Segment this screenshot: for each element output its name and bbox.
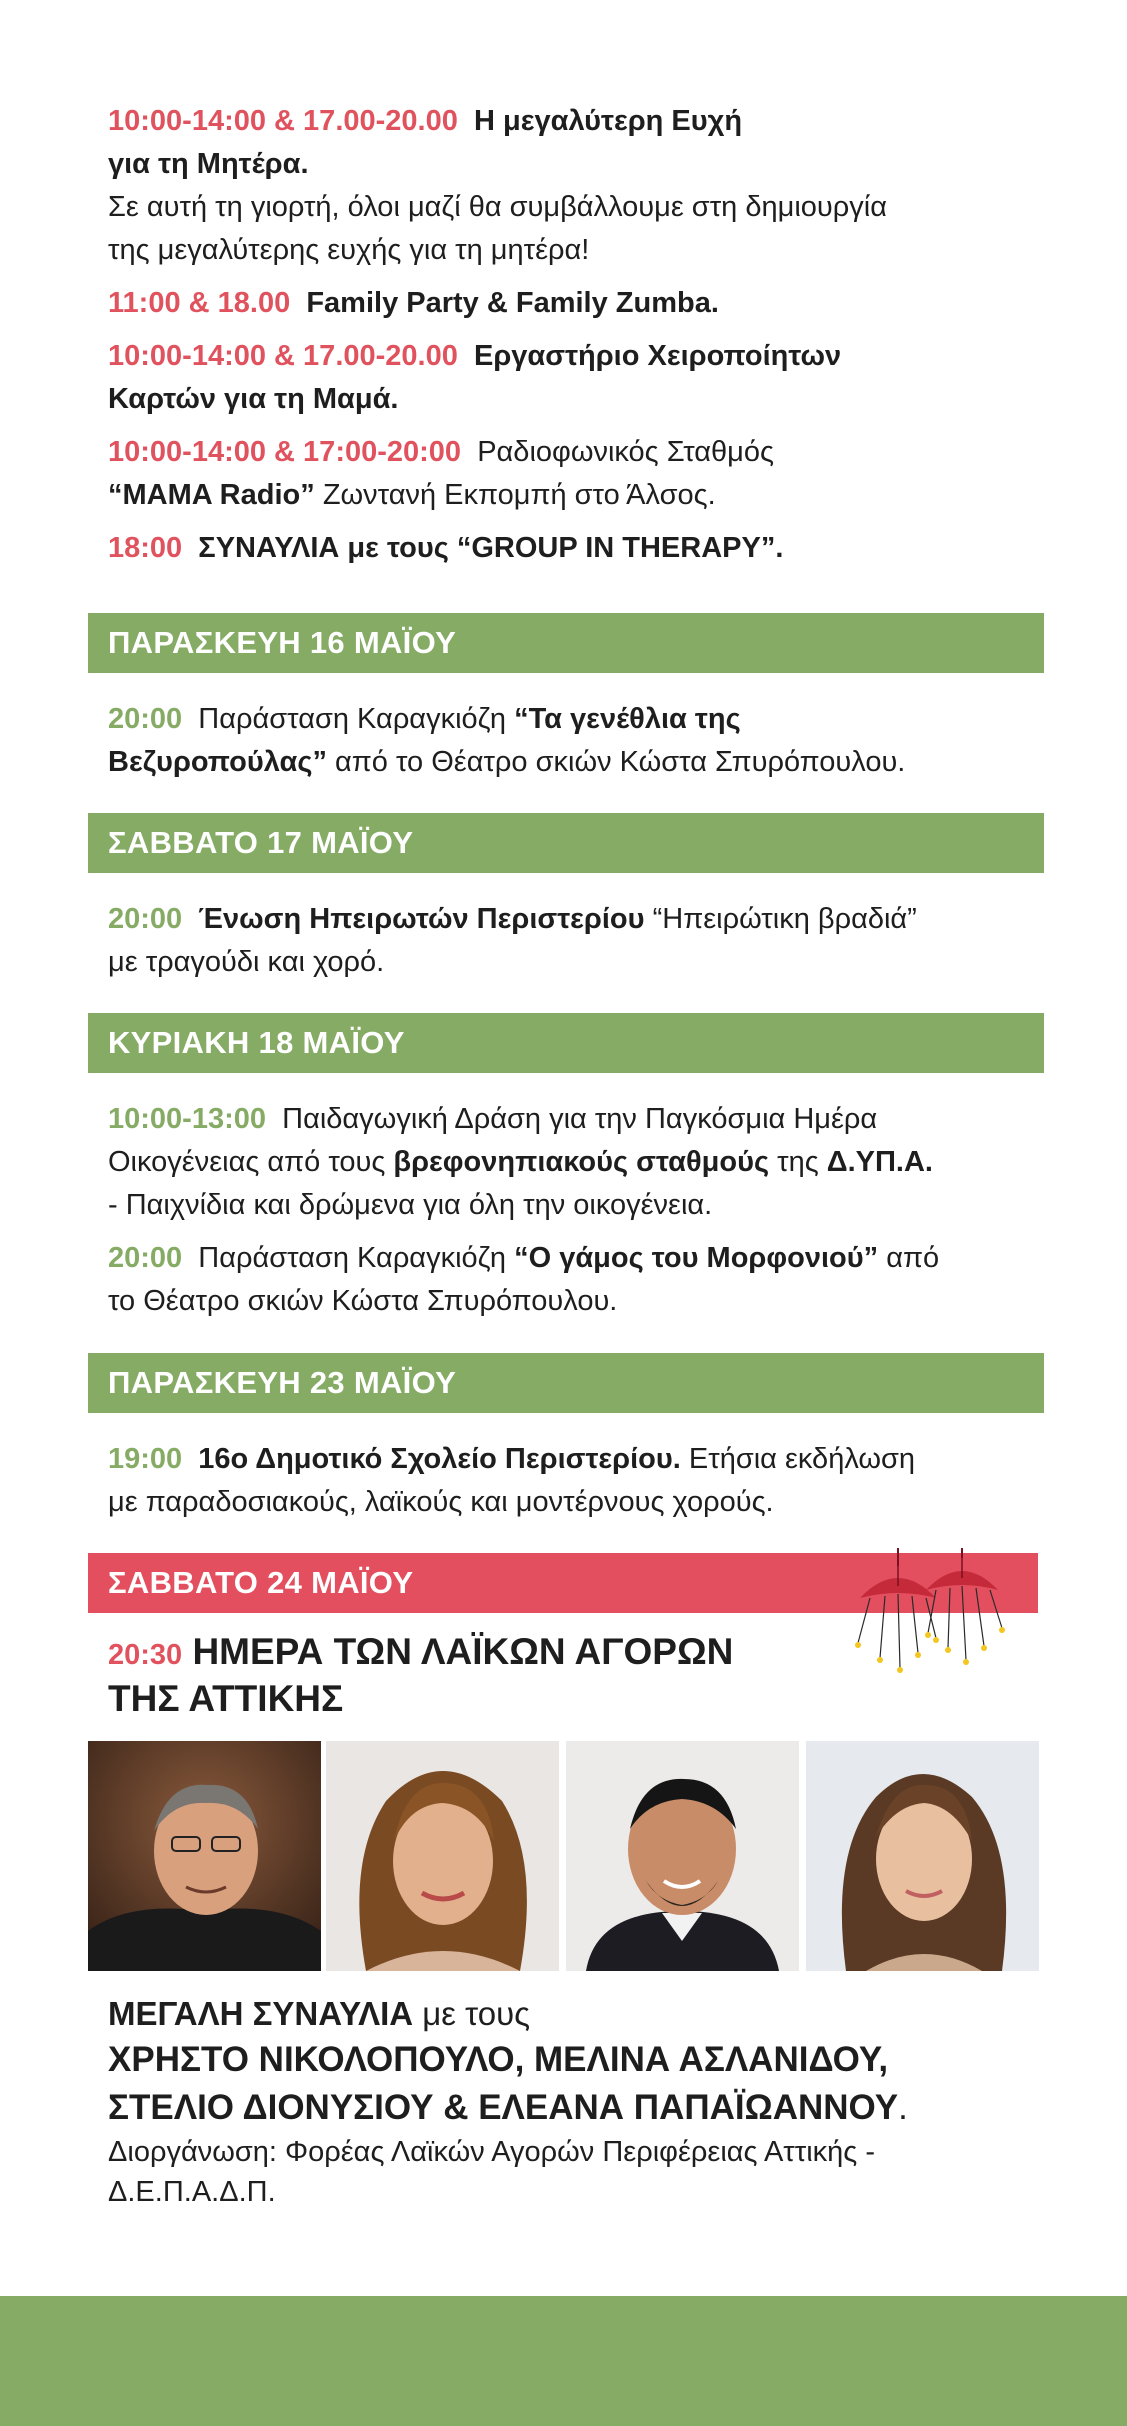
organizer bbox=[108, 2132, 1068, 2212]
day-header-fri23: ΠΑΡΑΣΚΕΥΗ 23 ΜΑΪΟΥ bbox=[88, 1353, 1044, 1413]
event-text: Παράσταση Καραγκιόζη bbox=[198, 1242, 507, 1274]
event-title: Ένωση Ηπειρωτών Περιστερίου bbox=[198, 903, 645, 935]
artist-photo bbox=[326, 1741, 559, 1971]
event-text: το Θέατρο σκιών Κώστα Σπυρόπουλου. bbox=[108, 1285, 618, 1317]
event-title-main bbox=[108, 1630, 808, 1721]
event-time: 10:00-13:00 bbox=[108, 1103, 266, 1135]
event-title: Η μεγαλύτερη Ευχή bbox=[473, 105, 743, 137]
sun18-events bbox=[108, 1098, 1038, 1323]
day-header-sat17: ΣΑΒΒΑΤΟ 17 ΜΑΪΟΥ bbox=[88, 813, 1044, 873]
event-text: Ραδιοφωνικός Σταθμός bbox=[477, 436, 774, 468]
event-text: Παράσταση Καραγκιόζη bbox=[198, 703, 507, 735]
event-title: “MAMA Radio” bbox=[108, 479, 315, 511]
event-text: Οικογένειας από τους bbox=[108, 1146, 386, 1178]
event-title: ΤΗΣ ΑΤΤΙΚΗΣ bbox=[108, 1678, 344, 1719]
event-title: Εργαστήριο Χειροποίητων bbox=[473, 340, 842, 372]
event-time: 19:00 bbox=[108, 1443, 183, 1475]
event-title: “Ο γάμος του Μορφονιού” bbox=[514, 1242, 879, 1274]
event-text: της bbox=[777, 1146, 819, 1178]
footer-bar bbox=[0, 2296, 1127, 2426]
event-text: από bbox=[886, 1242, 940, 1274]
concert-text: με τους bbox=[422, 1995, 531, 2032]
organizer-line: Δ.Ε.Π.Α.Δ.Π. bbox=[108, 2176, 276, 2208]
event-time: 18:00 bbox=[108, 532, 183, 564]
event-time: 10:00-14:00 & 17.00-20.00 bbox=[108, 105, 458, 137]
event-time: 20:30 bbox=[108, 1639, 183, 1671]
event-school-dance bbox=[108, 1438, 1038, 1524]
artist-photo bbox=[806, 1741, 1039, 1971]
artists-names: ΣΤΕΛΙΟ ΔΙΟΝΥΣΙΟΥ & ΕΛΕΑΝΑ ΠΑΠΑΪΩΑΝΝΟΥ bbox=[108, 2088, 899, 2127]
day-header-sun18: ΚΥΡΙΑΚΗ 18 ΜΑΪΟΥ bbox=[88, 1013, 1044, 1073]
sat24-title-block bbox=[108, 1630, 808, 1721]
event-title: ΣΥΝΑΥΛΙΑ με τους “GROUP IN THERAPY”. bbox=[198, 532, 784, 564]
event-time: 20:00 bbox=[108, 703, 183, 735]
event-group-in-therapy bbox=[108, 527, 1038, 570]
lamp-decoration-icon bbox=[840, 1548, 1040, 1698]
event-title: για τη Μητέρα. bbox=[108, 148, 309, 180]
event-morfonios-wedding bbox=[108, 1237, 1038, 1323]
day-header-sat24: ΣΑΒΒΑΤΟ 24 ΜΑΪΟΥ bbox=[88, 1553, 1038, 1613]
event-karagiozis bbox=[108, 698, 1038, 784]
concert-line bbox=[108, 1992, 1068, 2036]
event-text: Ετήσια εκδήλωση bbox=[688, 1443, 916, 1475]
fri16-events bbox=[108, 698, 1038, 784]
fri23-events bbox=[108, 1438, 1038, 1524]
event-text: “Ηπειρώτικη βραδιά” bbox=[652, 903, 917, 935]
event-time: 11:00 & 18.00 bbox=[108, 287, 291, 319]
event-family-day bbox=[108, 1098, 1038, 1227]
event-mother-wish bbox=[108, 100, 1038, 272]
event-cards-workshop bbox=[108, 335, 1038, 421]
artist-photo bbox=[566, 1741, 799, 1971]
artist-photo bbox=[88, 1741, 321, 1971]
artists-end: . bbox=[898, 2088, 908, 2127]
event-text: από το Θέατρο σκιών Κώστα Σπυρόπουλου. bbox=[335, 746, 906, 778]
concert-block bbox=[108, 1992, 1068, 2212]
event-description: Σε αυτή τη γιορτή, όλοι μαζί θα συμβάλλουμε στη δημιουργία bbox=[108, 191, 887, 223]
event-text: Ζωντανή Εκπομπή στο Άλσος. bbox=[322, 479, 716, 511]
event-title: βρεφονηπιακούς σταθμούς bbox=[393, 1146, 770, 1178]
event-time: 20:00 bbox=[108, 1242, 183, 1274]
event-description: της μεγαλύτερης ευχής για τη μητέρα! bbox=[108, 234, 590, 266]
concert-title: ΜΕΓΑΛΗ ΣΥΝΑΥΛΙΑ bbox=[108, 1995, 414, 2032]
event-title: Καρτών για τη Μαμά. bbox=[108, 383, 399, 415]
sat17-events bbox=[108, 898, 1038, 984]
artists-line-2 bbox=[108, 2084, 1068, 2132]
event-title: ΗΜΕΡΑ ΤΩΝ ΛΑΪΚΩΝ ΑΓΟΡΩΝ bbox=[192, 1631, 734, 1672]
organizer-line: Διοργάνωση: Φορέας Λαϊκών Αγορών Περιφέρειας Αττικής - bbox=[108, 2136, 875, 2168]
artists-line: ΧΡΗΣΤΟ ΝΙΚΟΛΟΠΟΥΛΟ, ΜΕΛΙΝΑ ΑΣΛΑΝΙΔΟΥ, bbox=[108, 2040, 889, 2079]
event-time: 10:00-14:00 & 17:00-20:00 bbox=[108, 436, 462, 468]
event-mama-radio bbox=[108, 431, 1038, 517]
event-title: Δ.ΥΠ.Α. bbox=[826, 1146, 933, 1178]
event-text: με παραδοσιακούς, λαϊκούς και μοντέρνους χορούς. bbox=[108, 1486, 774, 1518]
event-text: - Παιχνίδια και δρώμενα για όλη την οικογένεια. bbox=[108, 1189, 713, 1221]
event-family-party bbox=[108, 282, 1038, 325]
event-text: Παιδαγωγική Δράση για την Παγκόσμια Ημέρα bbox=[282, 1103, 878, 1135]
day-header-fri16: ΠΑΡΑΣΚΕΥΗ 16 ΜΑΪΟΥ bbox=[88, 613, 1044, 673]
event-title: “Τα γενέθλια της bbox=[514, 703, 741, 735]
event-time: 10:00-14:00 & 17.00-20.00 bbox=[108, 340, 458, 372]
event-text: με τραγούδι και χορό. bbox=[108, 946, 385, 978]
event-title: Family Party & Family Zumba. bbox=[306, 287, 719, 319]
intro-events bbox=[108, 100, 1038, 570]
event-epirus-night bbox=[108, 898, 1038, 984]
event-title: Βεζυροπούλας” bbox=[108, 746, 327, 778]
event-time: 20:00 bbox=[108, 903, 183, 935]
event-title: 16ο Δημοτικό Σχολείο Περιστερίου. bbox=[198, 1443, 681, 1475]
